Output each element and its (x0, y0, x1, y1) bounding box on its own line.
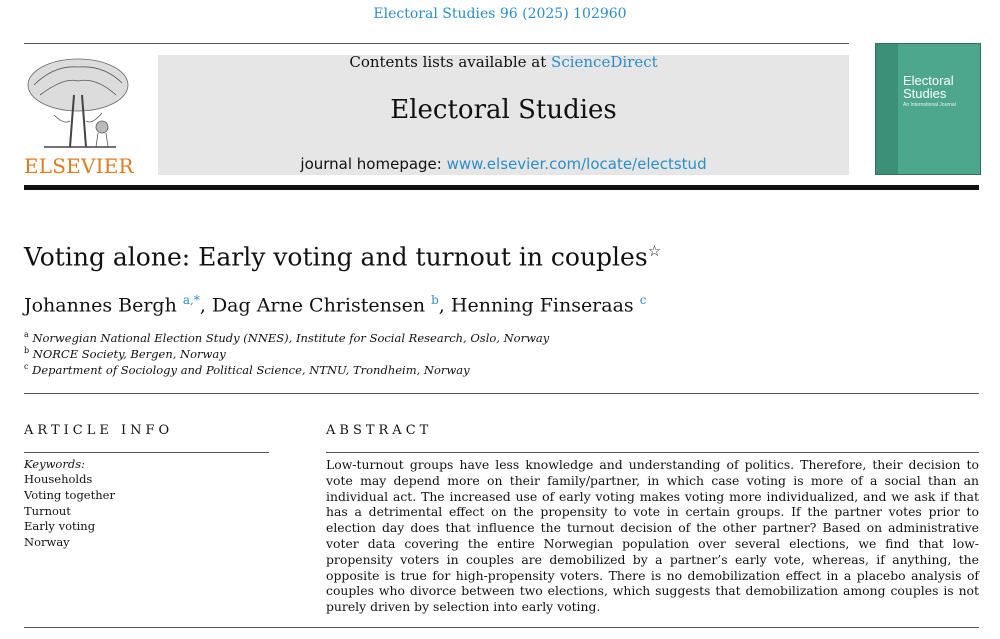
keyword-item: Norway (24, 535, 70, 550)
article-info-divider (24, 452, 269, 453)
author-affiliation-mark[interactable]: c (639, 293, 647, 307)
journal-homepage-line (158, 155, 849, 173)
homepage-link[interactable]: www.elsevier.com/locate/electstud (446, 155, 707, 173)
keyword-item: Early voting (24, 519, 96, 534)
journal-cover-thumbnail[interactable] (875, 43, 981, 175)
title-footnote-mark[interactable]: ☆ (647, 242, 662, 260)
keyword-list (24, 472, 115, 551)
article-info-heading: ARTICLE INFO (24, 423, 174, 438)
journal-citation[interactable]: Electoral Studies 96 (2025) 102960 (373, 6, 627, 22)
publisher-wordmark: ELSEVIER (24, 154, 134, 178)
abstract-bottom-divider (24, 627, 979, 628)
author-affiliation-mark[interactable]: b (431, 293, 439, 307)
keyword-item: Households (24, 472, 93, 486)
article-title (24, 242, 661, 271)
affiliation-b: $^b$ NORCE Society, Bergen, Norway (24, 346, 226, 361)
contents-prefix: Contents lists available at (349, 53, 552, 71)
cover-stripe (876, 44, 898, 174)
affiliation-c: $^c$ Department of Sociology and Political Science, NTNU, Trondheim, Norway (24, 362, 470, 377)
author-list: Johannes Bergh $^{a,*}$, Dag Arne Christensen $^b$, Henning Finseraas $^c$ (24, 293, 647, 317)
author-name[interactable]: Dag Arne Christensen (211, 294, 426, 317)
affiliation-a: $^a$ Norwegian National Election Study (NNES), Institute for Social Research, Oslo, Norway (24, 330, 550, 345)
cover-subtitle: An International Journal (903, 102, 956, 108)
keyword-item: Voting together (24, 487, 115, 502)
abstract-text: Low-turnout groups have less knowledge and understanding of politics. Therefore, their decision to vote may depend more on their family/partner, in which case voting is more of a social than an individual act. The increased use of early voting makes voting more individualized, and we ask if that has a detrimental effect on the propensity to vote in certain groups. If the partner votes prior to election day does that influence the turnout decision of the other partner? Based on administrative voter data covering the entire Norwegian population over several elections, we find that low-propensity voters in couples are demobilized by a partner’s early vote, whereas, if anything, the opposite is true for high-propensity voters. There is no demobilization effect in a placebo analysis of couples who divorce between two elections, which suggests that demobilization among couples is not purely driven by selection into early voting. (326, 457, 979, 615)
author-name[interactable]: Henning Finseraas (450, 294, 634, 317)
journal-name: Electoral Studies (390, 95, 617, 125)
homepage-prefix: journal homepage: (300, 155, 447, 173)
front-matter-divider (24, 393, 979, 394)
keyword-item: Turnout (24, 503, 71, 518)
abstract-divider (326, 452, 979, 453)
abstract-heading: ABSTRACT (326, 423, 433, 438)
contents-available-line (158, 53, 849, 71)
keywords-label: Keywords: (24, 457, 85, 471)
journal-banner (158, 55, 849, 175)
author-affiliation-mark[interactable]: a,* (182, 293, 200, 307)
banner-thick-divider (24, 185, 979, 190)
sciencedirect-link[interactable]: ScienceDirect (551, 53, 658, 71)
header-divider (24, 43, 849, 44)
author-name[interactable]: Johannes Bergh (24, 294, 177, 317)
cover-title: Electoral Studies (903, 73, 954, 101)
article-title-text: Voting alone: Early voting and turnout in couples (24, 242, 648, 272)
